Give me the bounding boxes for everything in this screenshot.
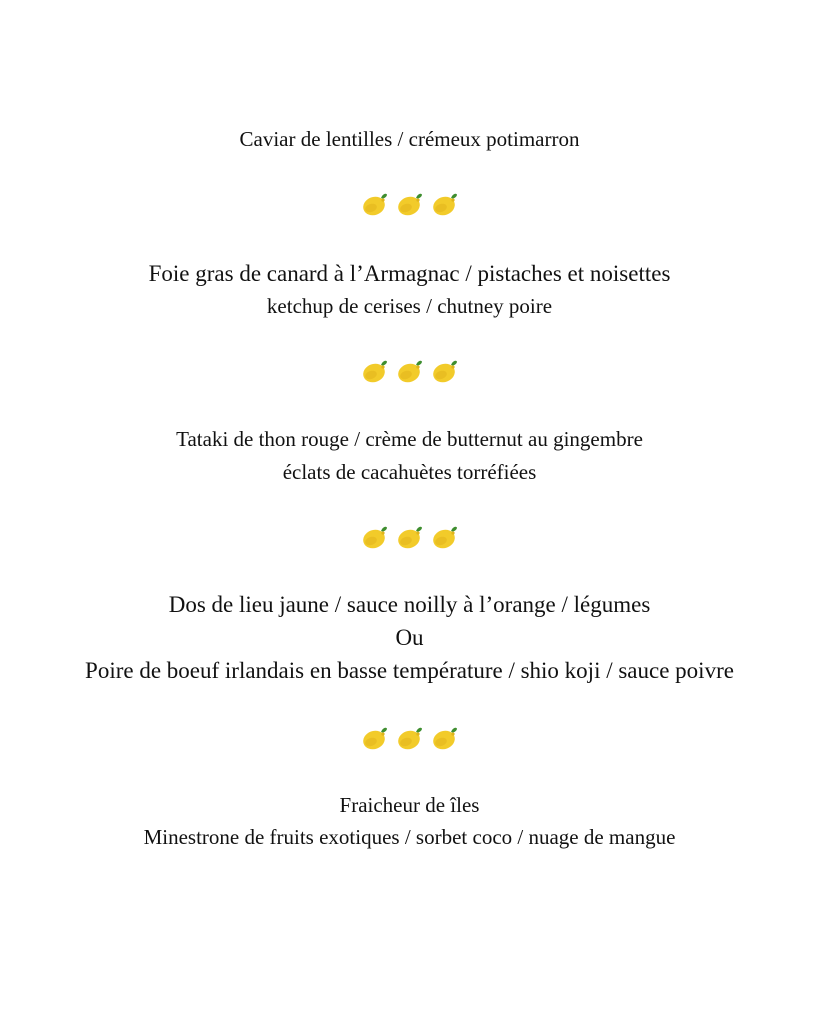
course-5-line-1: Fraicheur de îles xyxy=(339,793,480,817)
lemon-icon xyxy=(361,525,388,549)
lemon-icon xyxy=(361,726,388,750)
course-4-line-1: Dos de lieu jaune / sauce noilly à l’orange / légumes xyxy=(168,592,651,617)
lemon-divider-3 xyxy=(0,525,819,549)
course-5-line-2: Minestrone de fruits exotiques / sorbet coco / nuage de mangue xyxy=(143,825,676,849)
lemon-icon xyxy=(396,525,423,549)
lemon-icon xyxy=(361,192,388,216)
lemon-icon xyxy=(396,359,423,383)
lemon-divider-1 xyxy=(0,192,819,216)
lemon-divider-4 xyxy=(0,726,819,750)
course-4-line-3: Poire de boeuf irlandais en basse température / shio koji / sauce poivre xyxy=(85,658,734,683)
lemon-icon xyxy=(396,726,423,750)
course-2-line-1: Foie gras de canard à l’Armagnac / pistaches et noisettes xyxy=(148,261,671,286)
course-3-line-1: Tataki de thon rouge / crème de butternut au gingembre xyxy=(176,427,643,451)
lemon-icon xyxy=(431,359,458,383)
lemon-icon xyxy=(361,359,388,383)
lemon-icon xyxy=(431,192,458,216)
course-1-line-1: Caviar de lentilles / crémeux potimarron xyxy=(239,127,580,151)
lemon-icon xyxy=(431,726,458,750)
course-4-line-2: Ou xyxy=(395,625,424,650)
lemon-icon xyxy=(431,525,458,549)
course-2-line-2: ketchup de cerises / chutney poire xyxy=(266,294,553,318)
course-3-line-2: éclats de cacahuètes torréfiées xyxy=(282,460,537,484)
lemon-divider-2 xyxy=(0,359,819,383)
lemon-icon xyxy=(396,192,423,216)
